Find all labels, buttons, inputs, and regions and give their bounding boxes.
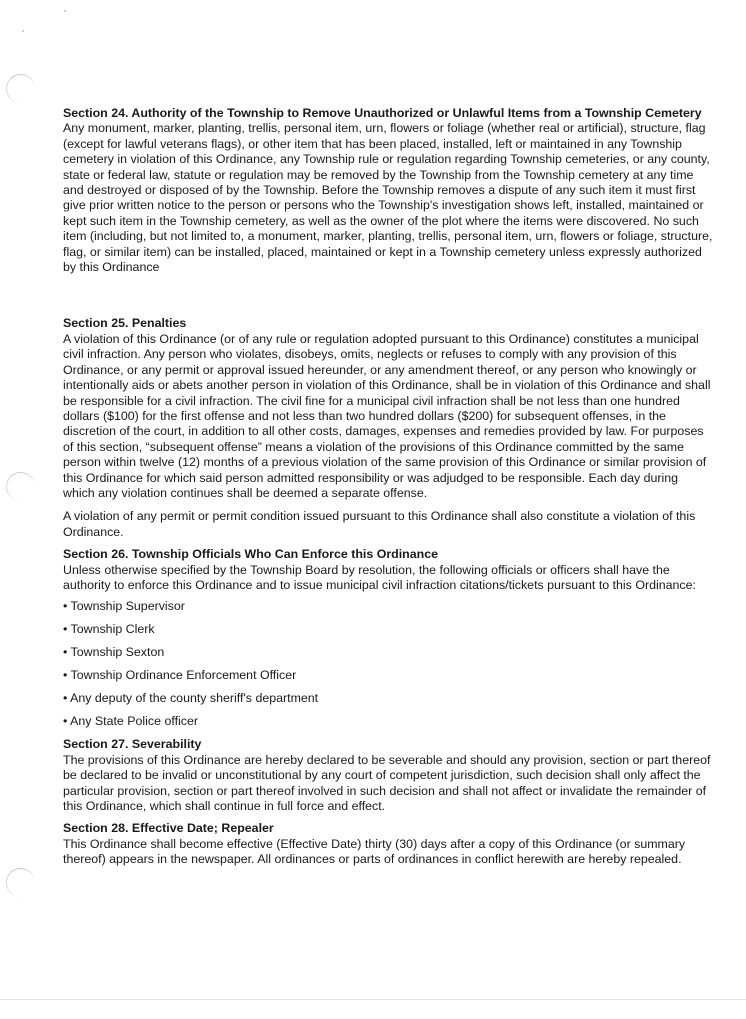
punch-hole-mark (6, 868, 35, 897)
scan-speck (22, 30, 24, 32)
section-paragraph: A violation of this Ordinance (or of any rule or regulation adopted pursuant to this Ordinance) constitutes a municipal civil infraction. Any person who violates, disobeys, omits, neglects or refuses to comply with any provision of this Ordinance, or any permit or approval issued hereunder, or any amendment thereof, or any person who knowingly or intentionally aids or abets another person in violation of this Ordinance, shall be in violation of this Ordinance and shall be responsible for a civil infraction. The civil fine for a municipal civil infraction shall be not less than one hundred dollars ($100) for the first offense and not less than two hundred dollars ($200) for subsequent offenses, in the discretion of the court, in addition to all other costs, damages, expenses and remedies provided by law. For purposes of this section, “subsequent offense” means a violation of the provisions of this Ordinance committed by the same person within twelve (12) months of a previous violation of the same provision of this Ordinance or similar provision of this Ordinance for which said person admitted responsibility or was adjudged to be responsible. Each day during which any violation continues shall be deemed a separate offense. (63, 331, 711, 500)
section-paragraph: Any monument, marker, planting, trellis, personal item, urn, flowers or foliage (whether real or artificial), structure, flag (except for lawful veterans flags), or other item that has been placed, installed, left or maintained in any Township cemetery in violation of this Ordinance, any Township rule or regulation regarding Township cemeteries, or any county, state or federal law, statute or regulation may be removed by the Township from the Township cemetery at any time and destroyed or disposed of by the Township. Before the Township removes a dispute of any such item it must first give prior written notice to the person or persons who the Township's investigation shows left, installed, maintained or kept such item in the Township cemetery, as well as the owner of the plot where the items were discovered. No such item (including, but not limited to, a monument, marker, planting, trellis, personal item, urn, flowers or foliage, structure, flag, or similar item) can be installed, placed, maintained or kept in a Township cemetery unless expressly authorized by this Ordinance (63, 121, 713, 275)
section-24 (63, 106, 713, 275)
section-25 (63, 316, 713, 540)
punch-hole-mark (6, 74, 35, 103)
section-heading: Section 25. Penalties (63, 316, 187, 331)
section-heading: Section 26. Township Officials Who Can Enforce this Ordinance (63, 547, 438, 562)
enforcement-officials-list (63, 599, 713, 729)
list-item: • Township Ordinance Enforcement Officer (63, 668, 297, 683)
section-heading: Section 28. Effective Date; Repealer (63, 821, 274, 836)
punch-hole-mark (6, 472, 35, 501)
section-heading: Section 27. Severability (63, 737, 202, 752)
page-bottom-edge (0, 999, 746, 1000)
list-item: • Any deputy of the county sheriff's department (63, 691, 319, 706)
list-item: • Township Clerk (63, 622, 155, 637)
section-26 (63, 547, 713, 730)
list-item: • Township Supervisor (63, 599, 185, 614)
scan-speck (64, 10, 66, 12)
section-paragraph: Unless otherwise specified by the Township Board by resolution, the following officials or officers shall have the authority to enforce this Ordinance and to issue municipal civil infraction citations/tickets pursuant to this Ordinance: (63, 562, 696, 592)
section-heading: Section 24. Authority of the Township to Remove Unauthorized or Unlawful Items from a Township Cemetery (63, 106, 702, 120)
section-paragraph: This Ordinance shall become effective (Effective Date) thirty (30) days after a copy of this Ordinance (or summary thereof) appears in the newspaper. All ordinances or parts of ordinances in conflict herewith are hereby repealed. (63, 836, 686, 867)
section-28 (63, 821, 713, 867)
list-item: • Any State Police officer (63, 714, 198, 729)
section-paragraph: A violation of any permit or permit condition issued pursuant to this Ordinance shall also constitute a violation of this Ordinance. (63, 509, 696, 539)
document-page (63, 106, 713, 868)
section-paragraph: The provisions of this Ordinance are hereby declared to be severable and should any provision, section or part thereof be declared to be invalid or unconstitutional by any court of competent jurisdiction, such decision shall only affect the particular provision, section or part thereof involved in such decision and shall not affect or invalidate the remainder of this Ordinance, which shall continue in full force and effect. (63, 752, 711, 813)
section-27 (63, 737, 713, 814)
list-item: • Township Sexton (63, 645, 165, 660)
